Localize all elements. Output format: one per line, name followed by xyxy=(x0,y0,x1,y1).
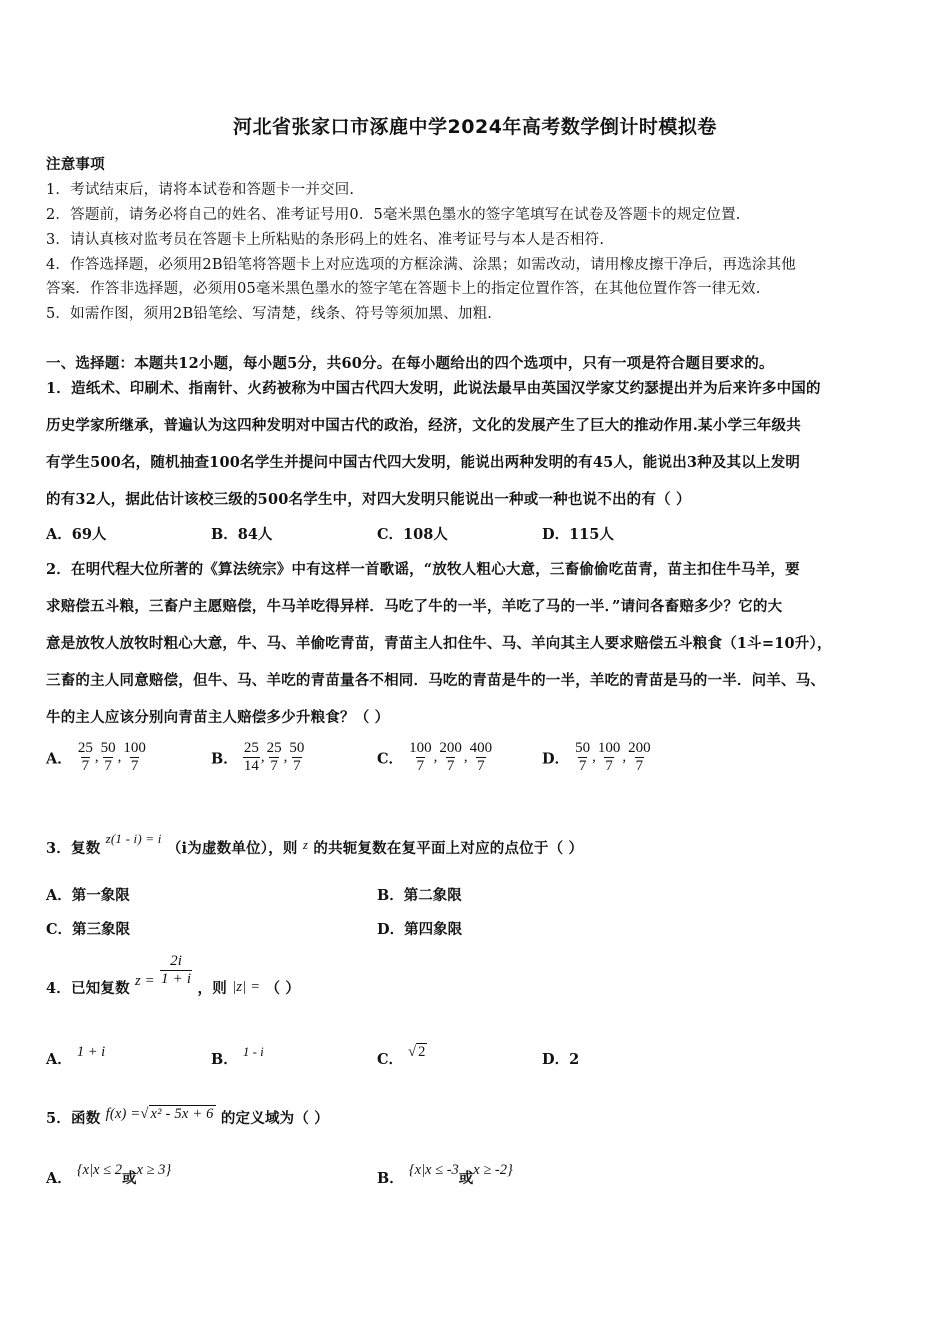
q5-prefix: 5．函数 xyxy=(46,1110,101,1127)
q4-fraction xyxy=(160,953,192,989)
q2-option-c[interactable]: C． $\frac{100}{7}$ , $\frac{200}{7}$ , $\frac{400}{7}$ xyxy=(377,740,493,775)
denominator: 7 xyxy=(635,758,644,775)
q1-text: 历史学家所继承，普遍认为这四种发明对中国古代的政治，经济，文化的发展产生了巨大的推动作用.某小学三年级共 xyxy=(46,417,801,434)
denominator: 7 xyxy=(578,758,587,775)
section-heading: 一、选择题：本题共12小题，每小题5分，共60分。在每小题给出的四个选项中，只有一项是符合题目要求的。 xyxy=(46,355,774,372)
denominator: 14 xyxy=(243,758,259,775)
q1-option-a[interactable]: A．69人 xyxy=(46,526,107,543)
q3-prefix: 3．复数 xyxy=(46,840,101,857)
fraction xyxy=(574,740,591,776)
numerator: 100 xyxy=(409,740,432,756)
q3-equation: z(1 - i) = i xyxy=(105,831,162,846)
page-title: 河北省张家口市涿鹿中学2024年高考数学倒计时模拟卷 xyxy=(233,116,717,138)
denominator: 7 xyxy=(293,758,301,775)
q5-a-or: 或 xyxy=(121,1170,137,1187)
q4-abs: |z| = xyxy=(232,979,261,995)
q2-text: 2．在明代程大位所著的《算法统宗》中有这样一首歌谣，“放牧人粗心大意，三畜偷偷吃苗青，苗主扣住牛马羊，要 xyxy=(46,561,800,578)
fraction xyxy=(438,740,463,776)
q4-c-radicand: 2 xyxy=(418,1044,426,1060)
fraction xyxy=(597,740,622,776)
q5-fx: f(x) = xyxy=(105,1106,141,1122)
option-label: B． xyxy=(377,1170,404,1187)
denominator: 7 xyxy=(130,758,139,775)
q4-b-value: 1 - i xyxy=(242,1044,264,1059)
q5-b-right: x ≥ -2} xyxy=(473,1162,513,1178)
fraction xyxy=(77,740,94,776)
numerator: 200 xyxy=(439,740,462,756)
notice-item: 3．请认真核对监考员在答题卡上所粘贴的条形码上的姓名、准考证号与本人是否相符. xyxy=(46,232,605,248)
option-label: A． xyxy=(46,1051,72,1068)
q1-text: 的有32人，据此估计该校三级的500名学生中，对四大发明只能说出一种或一种也说不出的有（ ） xyxy=(46,491,691,508)
q1-text: 有学生500名，随机抽查100名学生并提问中国古代四大发明，能说出两种发明的有45人，能说出3种及其以上发明 xyxy=(46,454,801,471)
q4-option-b[interactable] xyxy=(211,1040,264,1068)
numerator: 200 xyxy=(628,740,651,756)
fraction xyxy=(243,740,260,776)
q2-option-b[interactable]: B． $\frac{25}{14}$ , $\frac{25}{7}$ , $\frac{50}{7}$ xyxy=(211,740,305,775)
q5-suffix: 的定义域为（ ） xyxy=(220,1110,329,1127)
fraction xyxy=(469,740,494,776)
denominator: 7 xyxy=(605,758,613,775)
denominator: 1 + i xyxy=(160,971,192,988)
numerator: 25 xyxy=(243,740,259,756)
sqrt-icon: √ xyxy=(408,1044,417,1060)
denominator: 7 xyxy=(477,758,485,775)
fraction xyxy=(408,740,433,776)
numerator: 100 xyxy=(123,740,146,756)
sqrt-icon: √ xyxy=(140,1106,149,1122)
q4-suffix: （ ） xyxy=(265,980,301,997)
notice-item: 1．考试结束后，请将本试卷和答题卡一并交回. xyxy=(46,182,355,198)
denominator: 7 xyxy=(81,758,90,775)
q3-option-c[interactable]: C．第三象限 xyxy=(46,921,131,938)
q1-text: 1．造纸术、印刷术、指南针、火药被称为中国古代四大发明，此说法最早由英国汉学家艾约瑟提出并为后来许多中国的 xyxy=(46,380,821,397)
q1-option-d[interactable]: D．115人 xyxy=(542,526,614,543)
q1-option-b[interactable]: B．84人 xyxy=(211,526,273,543)
q1-option-c[interactable]: C．108人 xyxy=(377,526,448,543)
q5-a-left: {x|x ≤ 2 xyxy=(76,1162,122,1178)
option-label: C． xyxy=(377,1051,404,1068)
numerator: 400 xyxy=(469,740,493,756)
denominator: 7 xyxy=(416,758,425,775)
fraction xyxy=(122,740,147,776)
q2-option-d[interactable]: D． $\frac{50}{7}$ , $\frac{100}{7}$ , $\frac{200}{7}$ xyxy=(542,740,651,775)
q3-mid: （i为虚数单位），则 xyxy=(166,840,298,857)
fraction xyxy=(266,740,283,776)
q5-b-or: 或 xyxy=(458,1170,474,1187)
numerator: 50 xyxy=(289,740,305,756)
option-label: B． xyxy=(211,1051,238,1068)
fraction xyxy=(100,740,117,776)
option-label: A． xyxy=(46,1170,72,1187)
notice-heading: 注意事项 xyxy=(46,156,105,173)
q4-prefix: 4．已知复数 xyxy=(46,980,130,997)
q4-lhs: z = xyxy=(135,973,155,989)
numerator: 50 xyxy=(575,740,591,756)
notice-item: 2．答题前，请务必将自己的姓名、准考证号用0．5毫米黑色墨水的签字笔填写在试卷及答题卡的规定位置. xyxy=(46,207,741,223)
numerator: 25 xyxy=(77,740,93,756)
fraction xyxy=(288,740,305,776)
notice-item: 答案．作答非选择题，必须用05毫米黑色墨水的签字笔在答题卡上的指定位置作答，在其他位置作答一律无效. xyxy=(46,281,761,297)
q5-option-b[interactable] xyxy=(377,1158,513,1187)
q5-text xyxy=(46,1102,329,1127)
q2-text: 意是放牧人放牧时粗心大意，牛、马、羊偷吃青苗，青苗主人扣住牛、马、羊向其主人要求赔偿五斗粮食（1斗=10升）， xyxy=(46,635,832,652)
q2-text: 三畜的主人同意赔偿，但牛、马、羊吃的青苗量各不相同．马吃的青苗是牛的一半，羊吃的青苗是马的一半．问羊、马、 xyxy=(46,672,826,689)
q4-mid: ，则 xyxy=(197,980,227,997)
q5-radicand: x² - 5x + 6 xyxy=(150,1106,214,1122)
q4-option-d[interactable]: D．2 xyxy=(542,1051,580,1068)
q3-text xyxy=(46,828,584,857)
q2-option-a[interactable]: A． $\frac{25}{7}$ , $\frac{50}{7}$ , $\frac{100}{7}$ xyxy=(46,740,146,775)
q3-z: z xyxy=(302,837,309,852)
option-label: C． xyxy=(377,750,404,768)
denominator: 7 xyxy=(104,758,112,775)
q4-a-value: 1 + i xyxy=(76,1044,106,1060)
q4-option-c[interactable] xyxy=(377,1040,427,1068)
option-label: A． xyxy=(46,750,72,768)
q3-option-d[interactable]: D．第四象限 xyxy=(377,921,463,938)
q2-text: 牛的主人应该分别向青苗主人赔偿多少升粮食？（ ） xyxy=(46,709,390,726)
numerator: 100 xyxy=(597,740,621,756)
option-label: D． xyxy=(542,750,570,768)
fraction xyxy=(627,740,652,776)
q5-a-right: x ≥ 3} xyxy=(136,1162,172,1178)
q3-option-a[interactable]: A．第一象限 xyxy=(46,887,130,904)
notice-item: 4．作答选择题，必须用2B铅笔将答题卡上对应选项的方框涂满、涂黑；如需改动，请用橡皮擦干净后，再选涂其他 xyxy=(46,257,797,273)
q2-text: 求赔偿五斗粮，三畜户主愿赔偿，牛马羊吃得异样．马吃了牛的一半，羊吃了马的一半．”请问各畜赔多少？它的大 xyxy=(46,598,783,615)
denominator: 7 xyxy=(446,758,455,775)
q3-suffix: 的共轭复数在复平面上对应的点位于（ ） xyxy=(313,840,584,857)
q4-text xyxy=(46,953,301,997)
q3-option-b[interactable]: B．第二象限 xyxy=(377,887,462,904)
q4-option-a[interactable] xyxy=(46,1040,106,1068)
numerator: 2i xyxy=(170,953,183,969)
notice-item: 5．如需作图，须用2B铅笔绘、写清楚，线条、符号等须加黑、加粗. xyxy=(46,306,493,322)
q5-b-left: {x|x ≤ -3 xyxy=(408,1162,459,1178)
q5-option-a[interactable] xyxy=(46,1158,172,1187)
numerator: 25 xyxy=(266,740,282,756)
option-label: B． xyxy=(211,750,238,768)
denominator: 7 xyxy=(270,758,278,775)
numerator: 50 xyxy=(100,740,116,756)
